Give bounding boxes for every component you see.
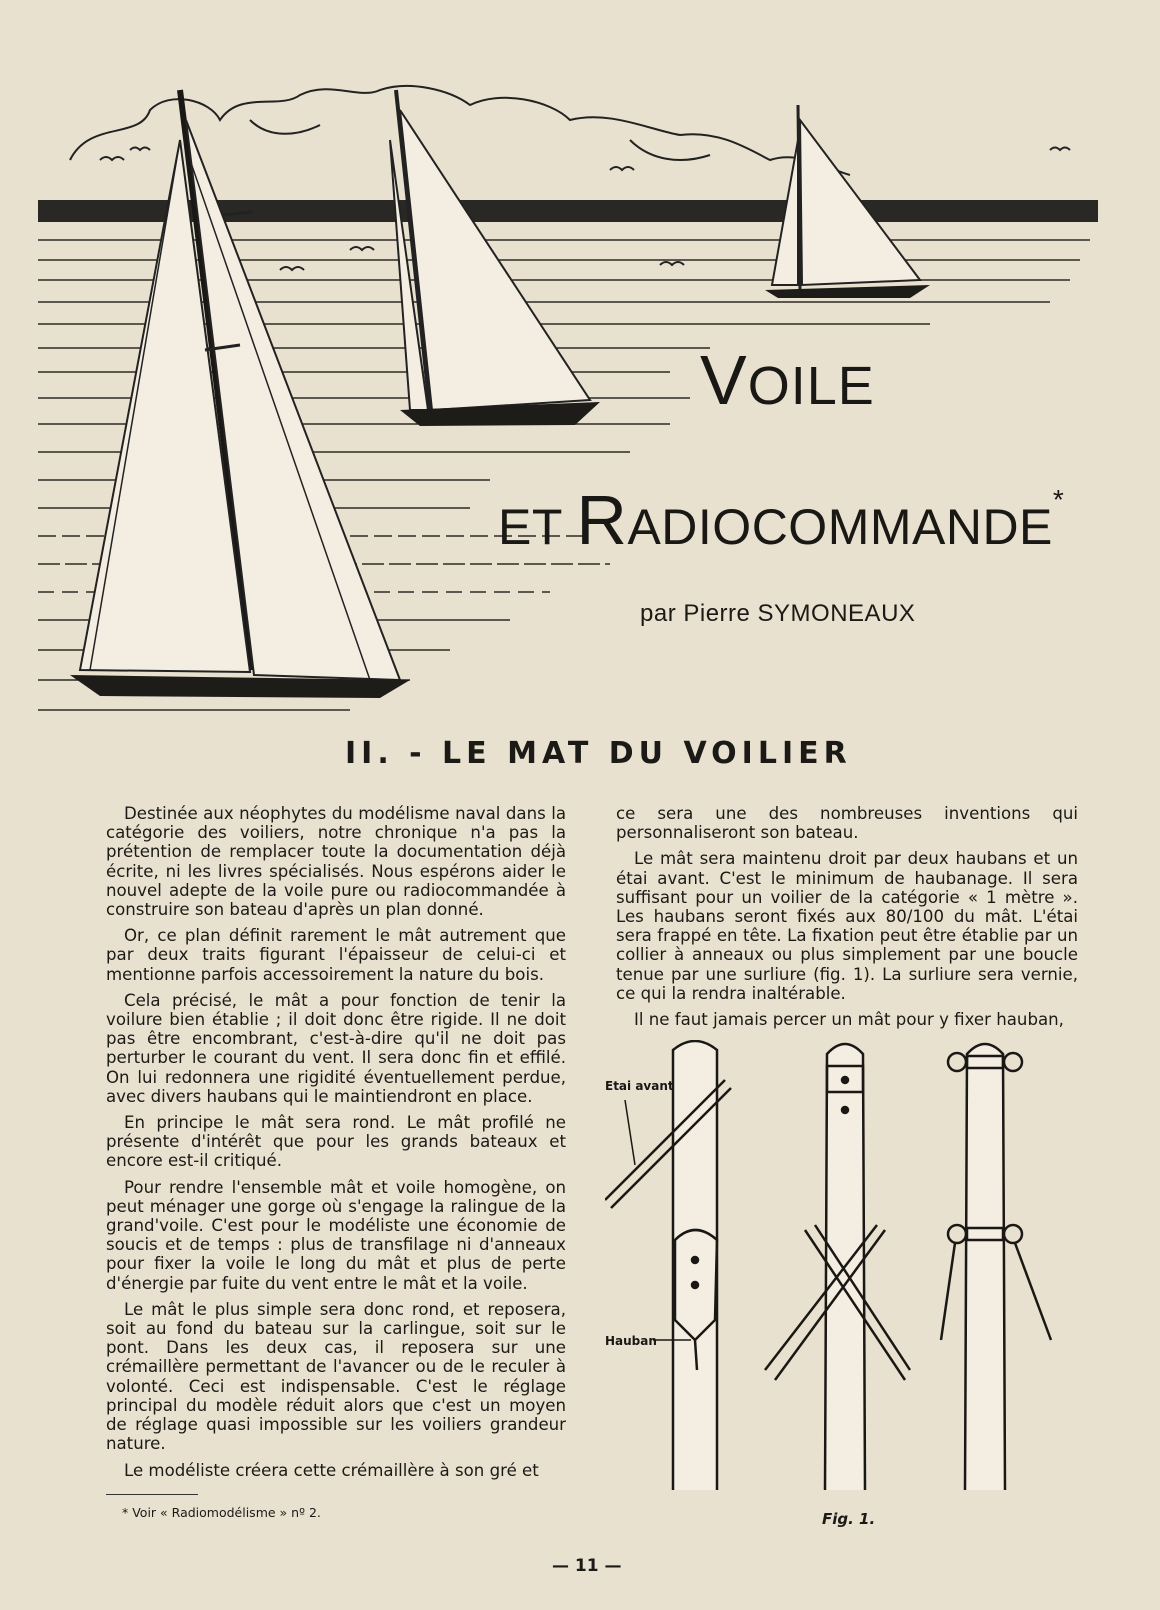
page-number: — 11 — <box>552 1556 622 1576</box>
title-rest-2: ADIOCOMMANDE <box>627 499 1053 555</box>
etai-leader <box>625 1100 635 1165</box>
paragraph: Le modéliste créera cette crémaillère à son gré et <box>124 1460 539 1480</box>
sailboat-middle <box>390 90 600 426</box>
label-etai-avant: Etai avant <box>605 1079 674 1093</box>
title-capital-r: R <box>576 481 628 559</box>
footnote: * Voir « Radiomodélisme » nº 2. <box>122 1505 321 1520</box>
figure-mast-rigging <box>605 1040 1085 1510</box>
mast-3 <box>965 1044 1005 1490</box>
footnote-rule <box>106 1494 198 1495</box>
left-column <box>106 804 566 1487</box>
sailboat-foreground <box>70 90 410 698</box>
title-line-2 <box>498 480 1064 560</box>
paragraph: Le mât sera maintenu droit par deux haubans et un étai avant. C'est le minimum de haubanage. Il sera suffisant pour un voilier de la catégorie « 1 mètre ». Les haubans seront fixés aux 80/100 du mât. L'étai sera frappé en tête. La fixation peut être établie par un collier à anneaux ou plus simplement par une boucle tenue par une surliure (fig. 1). La surliure sera vernie, ce qui la rendra inaltérable. <box>616 849 1078 1003</box>
paragraph: Il ne faut jamais percer un mât pour y fixer hauban, <box>634 1010 1064 1030</box>
title-line-1 <box>700 340 875 420</box>
paragraph: Le mât le plus simple sera donc rond, et reposera, soit au fond du bateau sur la carlingue, soit sur le pont. Dans les deux cas, il reposera sur une crémaillère permettant de l'avancer ou de le reculer à volonté. Ceci est indispensable. C'est le réglage principal du modèle réduit alors que c'est un moyen de réglage quasi impossible sur les voiliers grandeur nature. <box>106 1299 566 1454</box>
section-heading: II. - LE MAT DU VOILIER <box>345 736 852 771</box>
title-et: ET <box>498 499 577 555</box>
paragraph: ce sera une des nombreuses inventions qui personnaliseront son bateau. <box>616 804 1078 843</box>
paragraph: Cela précisé, le mât a pour fonction de tenir la voilure bien établie ; il doit donc être rigide. Il ne doit pas être encombrant, c'est-à-dire qu'il ne doit pas perturber le courant du vent. Il sera donc fin et effilé. On lui redonnera une rigidité éventuellement perdue, avec divers haubans qui le maintiendront en place. <box>106 990 566 1106</box>
sailing-illustration <box>30 80 1130 760</box>
paragraph: Or, ce plan définit rarement le mât autrement que par deux traits figurant l'épaisseur de celui-ci et mentionne parfois accessoirement la nature du bois. <box>106 926 566 984</box>
paragraph: Destinée aux néophytes du modélisme naval dans la catégorie des voiliers, notre chronique n'a pas la prétention de remplacer toute la documentation déjà écrite, ni les livres spécialisés. Nous espérons aider le nouvel adepte de la voile pure ou radiocommandée à construire son bateau d'après un plan donné. <box>106 804 566 920</box>
paragraph: Pour rendre l'ensemble mât et voile homogène, on peut ménager une gorge où s'engage la ralingue de la grand'voile. C'est pour le modéliste une économie de soucis et de temps : plus de transfilage ni d'anneaux pour fixer la voile le long du mât et plus de perte d'énergie par fuite du vent entre le mât et la voile. <box>106 1177 566 1293</box>
title-rest-1: OILE <box>747 356 875 416</box>
figure-caption: Fig. 1. <box>822 1510 876 1528</box>
paragraph: En principe le mât sera rond. Le mât profilé ne présente d'intérêt que pour les grands bateaux et encore est-il critiqué. <box>106 1113 566 1171</box>
label-hauban: Hauban <box>605 1334 657 1348</box>
title-asterisk: * <box>1052 484 1065 515</box>
byline: par Pierre SYMONEAUX <box>640 600 916 627</box>
right-column <box>616 804 1078 1036</box>
title-capital-v: V <box>700 341 748 419</box>
